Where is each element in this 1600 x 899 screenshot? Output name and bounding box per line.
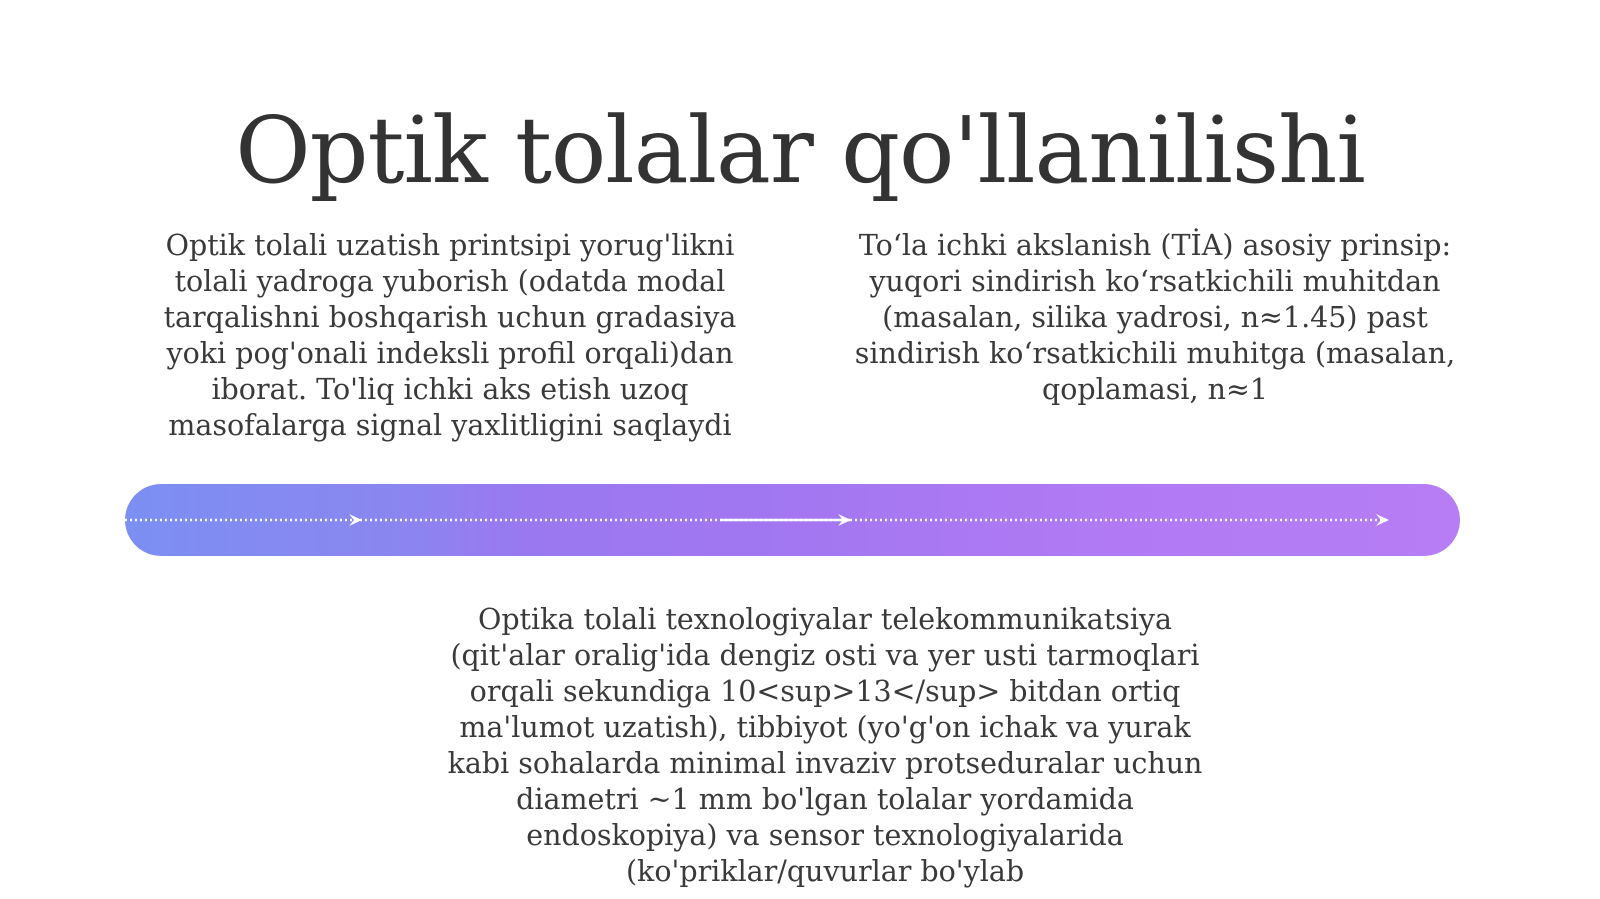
- principle-text: Optik tolali uzatish printsipi yorug'likni tolali yadroga yuborish (odatda modal tarqalishni boshqarish uchun gradasiya yoki pog'onali indeksli profil orqali)dan iborat. To'liq ichki aks etish uzoq masofalarga signal yaxlitligini saqlaydi: [163, 229, 737, 442]
- slide-title: Optik tolalar qo'llanilishi: [235, 96, 1365, 204]
- total-internal-reflection-text: To‘la ichki akslanish (TİA) asosiy prinsip: yuqori sindirish ko‘rsatkichili muhitdan (masalan, silika yadrosi, n≈1.45) past sindirish ko‘rsatkichili muhitga (masalan, qoplamasi, n≈1: [854, 229, 1456, 406]
- light-signal-graphic: [125, 484, 1460, 556]
- optical-fiber-illustration: [125, 484, 1460, 556]
- applications-text: Optika tolali texnologiyalar telekommunikatsiya (qit'alar oralig'ida dengiz osti va yer usti tarmoqlari orqali sekundiga 10<sup>13</sup> bitdan ortiq ma'lumot uzatish), tibbiyot (yo'g'on ichak va yurak kabi sohalarda minimal invaziv protseduralar uchun diametri ~1 mm bo'lgan tolalar yordamida endoskopiya) va sensor texnologiyalarida (ko'priklar/quvurlar bo'ylab: [447, 603, 1203, 888]
- chevron-right-icon: [1376, 514, 1389, 526]
